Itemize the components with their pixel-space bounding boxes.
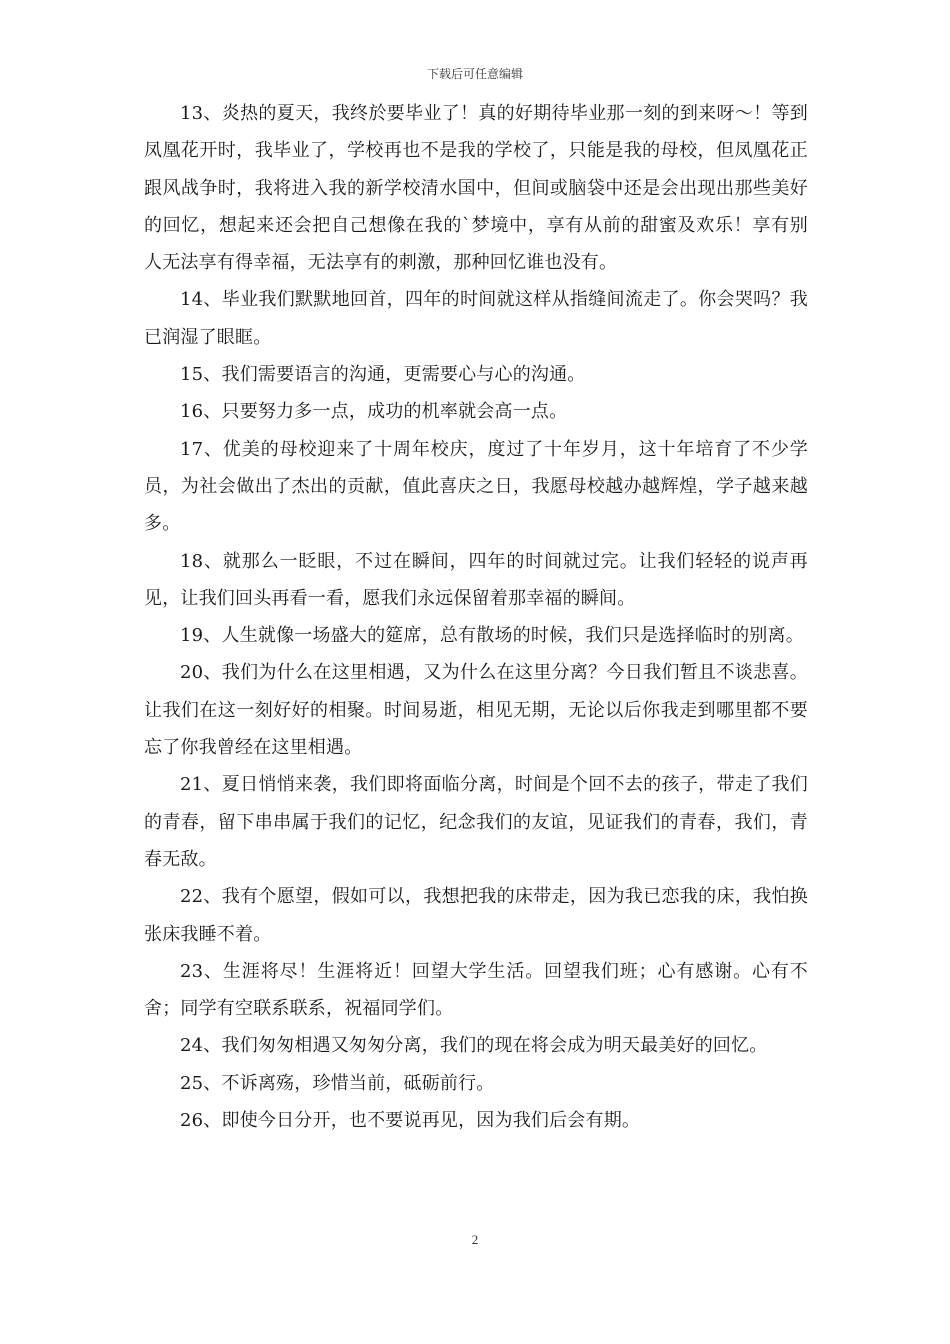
paragraph-16: 16、只要努力多一点，成功的机率就会高一点。 xyxy=(180,401,568,423)
paragraph-14: 14、毕业我们默默地回首，四年的时间就这样从指缝间流走了。你会哭吗？我已润湿了眼眶。 xyxy=(144,289,808,348)
paragraph-23: 23、生涯将尽！生涯将近！回望大学生活。回望我们班；心有感谢。心有不舍；同学有空联系联系，祝福同学们。 xyxy=(144,960,808,1020)
paragraph-19: 19、人生就像一场盛大的筵席，总有散场的时候，我们只是选择临时的别离。 xyxy=(180,625,804,647)
paragraph-24: 24、我们匆匆相遇又匆匆分离，我们的现在将会成为明天最美好的回忆。 xyxy=(180,1035,768,1057)
paragraph-15: 15、我们需要语言的沟通，更需要心与心的沟通。 xyxy=(180,364,586,386)
page-header: 下载后可任意编辑 xyxy=(426,67,523,81)
paragraph-20: 20、我们为什么在这里相遇，又为什么在这里分离？今日我们暂且不谈悲喜。让我们在这一刻好好的相聚。时间易逝，相见无期，无论以后你我走到哪里都不要忘了你我曾经在这里相遇。 xyxy=(144,662,808,759)
paragraph-18: 18、就那么一眨眼，不过在瞬间，四年的时间就过完。让我们轻轻的说声再见，让我们回头再看一看，愿我们永远保留着那幸福的瞬间。 xyxy=(144,550,808,609)
page-number: 2 xyxy=(471,1232,479,1247)
paragraph-13: 13、炎热的夏天，我终於要毕业了！真的好期待毕业那一刻的到来呀～！等到凤凰花开时，我毕业了，学校再也不是我的学校了，只能是我的母校，但凤凰花正跟风战争时，我将进入我的新学校清水国中，但间或脑袋中还是会出现出那些美好的回忆，想起来还会把自己想像在我的`梦境中，享有从前的甜蜜及欢乐！享有别人无法享有得幸福，无法享有的刺激，那种回忆谁也没有。 xyxy=(144,103,808,274)
paragraph-22: 22、我有个愿望，假如可以，我想把我的床带走，因为我已恋我的床，我怕换张床我睡不着。 xyxy=(144,886,808,945)
paragraph-21: 21、夏日悄悄来袭，我们即将面临分离，时间是个回不去的孩子，带走了我们的青春，留下串串属于我们的记忆，纪念我们的友谊，见证我们的青春，我们，青春无敌。 xyxy=(144,774,808,870)
document-body xyxy=(144,95,808,1139)
paragraph-25: 25、不诉离殇，珍惜当前，砥砺前行。 xyxy=(180,1072,495,1094)
paragraph-26: 26、即使今日分开，也不要说再见，因为我们后会有期。 xyxy=(180,1110,641,1132)
paragraph-17: 17、优美的母校迎来了十周年校庆，度过了十年岁月，这十年培育了不少学员，为社会做出了杰出的贡献，值此喜庆之日，我愿母校越办越辉煌，学子越来越多。 xyxy=(144,438,808,535)
